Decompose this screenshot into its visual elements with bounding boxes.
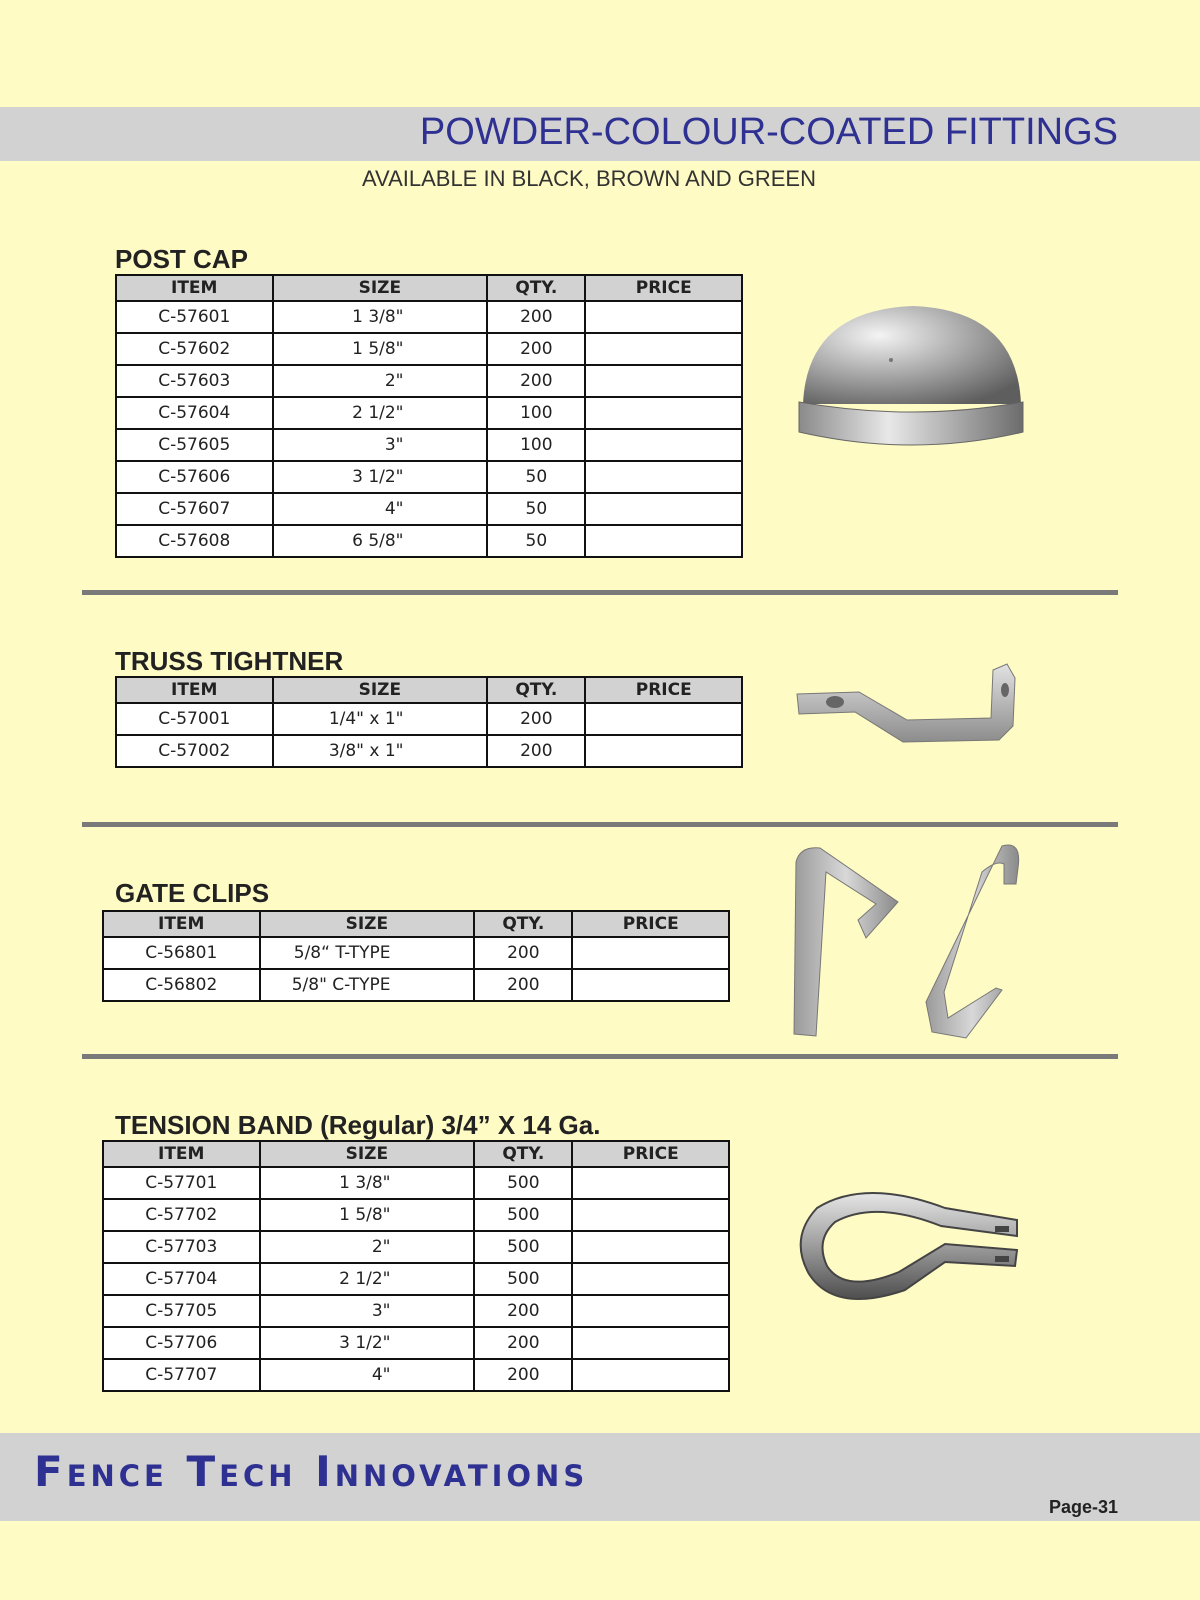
cell-item: C-56801 bbox=[103, 937, 260, 969]
column-header-item: ITEM bbox=[116, 677, 273, 703]
cell-size bbox=[273, 493, 488, 525]
section-title-gate-clips: GATE CLIPS bbox=[115, 878, 270, 908]
cell-item: C-57606 bbox=[116, 461, 273, 493]
cell-qty: 50 bbox=[487, 525, 585, 557]
gate-clips-table bbox=[102, 910, 730, 1002]
footer-band bbox=[0, 1433, 1200, 1521]
cell-price bbox=[572, 1359, 729, 1391]
table-header-row bbox=[116, 677, 742, 703]
cell-size bbox=[273, 525, 488, 557]
table-header-row bbox=[103, 911, 729, 937]
cell-item: C-57702 bbox=[103, 1199, 260, 1231]
section-title-truss-tightner: TRUSS TIGHTNER bbox=[115, 646, 344, 676]
cell-price bbox=[572, 1167, 729, 1199]
column-header-qty: QTY. bbox=[474, 911, 572, 937]
size-value: 3" bbox=[384, 435, 404, 455]
cell-price bbox=[572, 1263, 729, 1295]
cell-size bbox=[260, 1199, 475, 1231]
size-value: 2 1/2" bbox=[352, 403, 404, 423]
cell-size bbox=[273, 735, 488, 767]
column-header-qty: QTY. bbox=[487, 275, 585, 301]
truss-tightner-table bbox=[115, 676, 743, 768]
cell-qty: 500 bbox=[474, 1167, 572, 1199]
cell-size bbox=[260, 937, 475, 969]
cell-size bbox=[260, 1359, 475, 1391]
cell-qty: 200 bbox=[487, 735, 585, 767]
cell-item: C-57701 bbox=[103, 1167, 260, 1199]
table-row bbox=[103, 1263, 729, 1295]
cell-item: C-57002 bbox=[116, 735, 273, 767]
column-header-size: SIZE bbox=[273, 275, 488, 301]
cell-price bbox=[572, 1199, 729, 1231]
cell-qty: 200 bbox=[474, 937, 572, 969]
size-value: 4" bbox=[384, 499, 404, 519]
section-divider bbox=[82, 822, 1118, 827]
section-title-tension-band: TENSION BAND (Regular) 3/4” X 14 Ga. bbox=[115, 1110, 601, 1140]
cell-size bbox=[273, 365, 488, 397]
page-title: POWDER-COLOUR-COATED FITTINGS bbox=[419, 111, 1118, 153]
cell-size bbox=[260, 1167, 475, 1199]
cell-qty: 200 bbox=[487, 365, 585, 397]
column-header-item: ITEM bbox=[116, 275, 273, 301]
size-value: 3 1/2" bbox=[352, 467, 404, 487]
cell-qty: 200 bbox=[474, 969, 572, 1001]
brand-name: Fence Tech Innovations bbox=[34, 1447, 589, 1496]
cell-price bbox=[585, 525, 742, 557]
column-header-price: PRICE bbox=[585, 677, 742, 703]
column-header-size: SIZE bbox=[273, 677, 488, 703]
cell-price bbox=[585, 365, 742, 397]
size-value: 1 5/8" bbox=[339, 1205, 391, 1225]
size-value: 1 3/8" bbox=[352, 307, 404, 327]
cell-item: C-57706 bbox=[103, 1327, 260, 1359]
cell-size bbox=[273, 429, 488, 461]
table-row bbox=[116, 429, 742, 461]
table-row bbox=[103, 1295, 729, 1327]
cell-item: C-57601 bbox=[116, 301, 273, 333]
post-cap-table bbox=[115, 274, 743, 558]
cell-item: C-57602 bbox=[116, 333, 273, 365]
cell-size bbox=[273, 703, 488, 735]
cell-item: C-57608 bbox=[116, 525, 273, 557]
cell-item: C-57705 bbox=[103, 1295, 260, 1327]
tension-band-image bbox=[795, 1178, 1035, 1318]
size-value: 1 5/8" bbox=[352, 339, 404, 359]
cell-price bbox=[585, 301, 742, 333]
gate-clips-image bbox=[790, 842, 1040, 1042]
tension-band-table bbox=[102, 1140, 730, 1392]
cell-price bbox=[585, 735, 742, 767]
column-header-size: SIZE bbox=[260, 911, 475, 937]
cell-size bbox=[260, 1327, 475, 1359]
cell-qty: 50 bbox=[487, 461, 585, 493]
cell-size bbox=[273, 333, 488, 365]
cell-item: C-57001 bbox=[116, 703, 273, 735]
cell-qty: 200 bbox=[474, 1295, 572, 1327]
column-header-item: ITEM bbox=[103, 1141, 260, 1167]
cell-price bbox=[572, 1231, 729, 1263]
column-header-item: ITEM bbox=[103, 911, 260, 937]
table-row bbox=[103, 1359, 729, 1391]
cell-price bbox=[572, 937, 729, 969]
table-row bbox=[103, 937, 729, 969]
table-row bbox=[103, 969, 729, 1001]
table-header-row bbox=[116, 275, 742, 301]
cell-qty: 500 bbox=[474, 1263, 572, 1295]
cell-item: C-57707 bbox=[103, 1359, 260, 1391]
section-title-post-cap: POST CAP bbox=[115, 244, 248, 274]
post-cap-image bbox=[795, 300, 1035, 480]
cell-item: C-57605 bbox=[116, 429, 273, 461]
header-band bbox=[0, 107, 1200, 161]
column-header-size: SIZE bbox=[260, 1141, 475, 1167]
cell-price bbox=[572, 1327, 729, 1359]
size-value: 2 1/2" bbox=[339, 1269, 391, 1289]
cell-item: C-57703 bbox=[103, 1231, 260, 1263]
size-value: 3/8" x 1" bbox=[328, 741, 404, 761]
cell-price bbox=[585, 493, 742, 525]
table-row bbox=[116, 365, 742, 397]
size-value: 5/8“ T-TYPE bbox=[293, 943, 391, 963]
column-header-price: PRICE bbox=[572, 1141, 729, 1167]
table-row bbox=[116, 301, 742, 333]
cell-price bbox=[585, 703, 742, 735]
cell-qty: 100 bbox=[487, 397, 585, 429]
cell-qty: 200 bbox=[487, 703, 585, 735]
cell-qty: 100 bbox=[487, 429, 585, 461]
table-header-row bbox=[103, 1141, 729, 1167]
column-header-price: PRICE bbox=[585, 275, 742, 301]
column-header-qty: QTY. bbox=[487, 677, 585, 703]
cell-price bbox=[585, 461, 742, 493]
cell-size bbox=[260, 969, 475, 1001]
cell-item: C-57604 bbox=[116, 397, 273, 429]
column-header-qty: QTY. bbox=[474, 1141, 572, 1167]
table-row bbox=[103, 1327, 729, 1359]
table-row bbox=[103, 1167, 729, 1199]
table-row bbox=[116, 703, 742, 735]
table-row bbox=[103, 1199, 729, 1231]
cell-qty: 200 bbox=[474, 1327, 572, 1359]
table-row bbox=[116, 397, 742, 429]
cell-size bbox=[260, 1295, 475, 1327]
cell-price bbox=[572, 969, 729, 1001]
table-row bbox=[116, 461, 742, 493]
size-value: 1/4" x 1" bbox=[328, 709, 404, 729]
table-row bbox=[116, 735, 742, 767]
cell-qty: 200 bbox=[487, 333, 585, 365]
cell-size bbox=[273, 397, 488, 429]
cell-item: C-57607 bbox=[116, 493, 273, 525]
size-value: 3 1/2" bbox=[339, 1333, 391, 1353]
cell-qty: 200 bbox=[474, 1359, 572, 1391]
size-value: 1 3/8" bbox=[339, 1173, 391, 1193]
table-row bbox=[116, 525, 742, 557]
cell-qty: 500 bbox=[474, 1231, 572, 1263]
cell-price bbox=[585, 333, 742, 365]
cell-size bbox=[260, 1263, 475, 1295]
size-value: 3" bbox=[371, 1301, 391, 1321]
table-row bbox=[116, 333, 742, 365]
cell-price bbox=[585, 429, 742, 461]
size-value: 5/8" C-TYPE bbox=[291, 975, 391, 995]
section-divider bbox=[82, 590, 1118, 595]
truss-tightner-image bbox=[795, 662, 1035, 762]
cell-item: C-56802 bbox=[103, 969, 260, 1001]
cell-price bbox=[572, 1295, 729, 1327]
cell-price bbox=[585, 397, 742, 429]
cell-item: C-57704 bbox=[103, 1263, 260, 1295]
table-row bbox=[116, 493, 742, 525]
table-row bbox=[103, 1231, 729, 1263]
size-value: 6 5/8" bbox=[352, 531, 404, 551]
cell-size bbox=[260, 1231, 475, 1263]
section-divider bbox=[82, 1054, 1118, 1059]
column-header-price: PRICE bbox=[572, 911, 729, 937]
cell-qty: 200 bbox=[487, 301, 585, 333]
page-subtitle: AVAILABLE IN BLACK, BROWN AND GREEN bbox=[362, 166, 816, 191]
page-number: Page-31 bbox=[1048, 1497, 1118, 1517]
cell-size bbox=[273, 461, 488, 493]
cell-qty: 500 bbox=[474, 1199, 572, 1231]
size-value: 2" bbox=[384, 371, 404, 391]
cell-size bbox=[273, 301, 488, 333]
cell-item: C-57603 bbox=[116, 365, 273, 397]
size-value: 4" bbox=[371, 1365, 391, 1385]
size-value: 2" bbox=[371, 1237, 391, 1257]
cell-qty: 50 bbox=[487, 493, 585, 525]
